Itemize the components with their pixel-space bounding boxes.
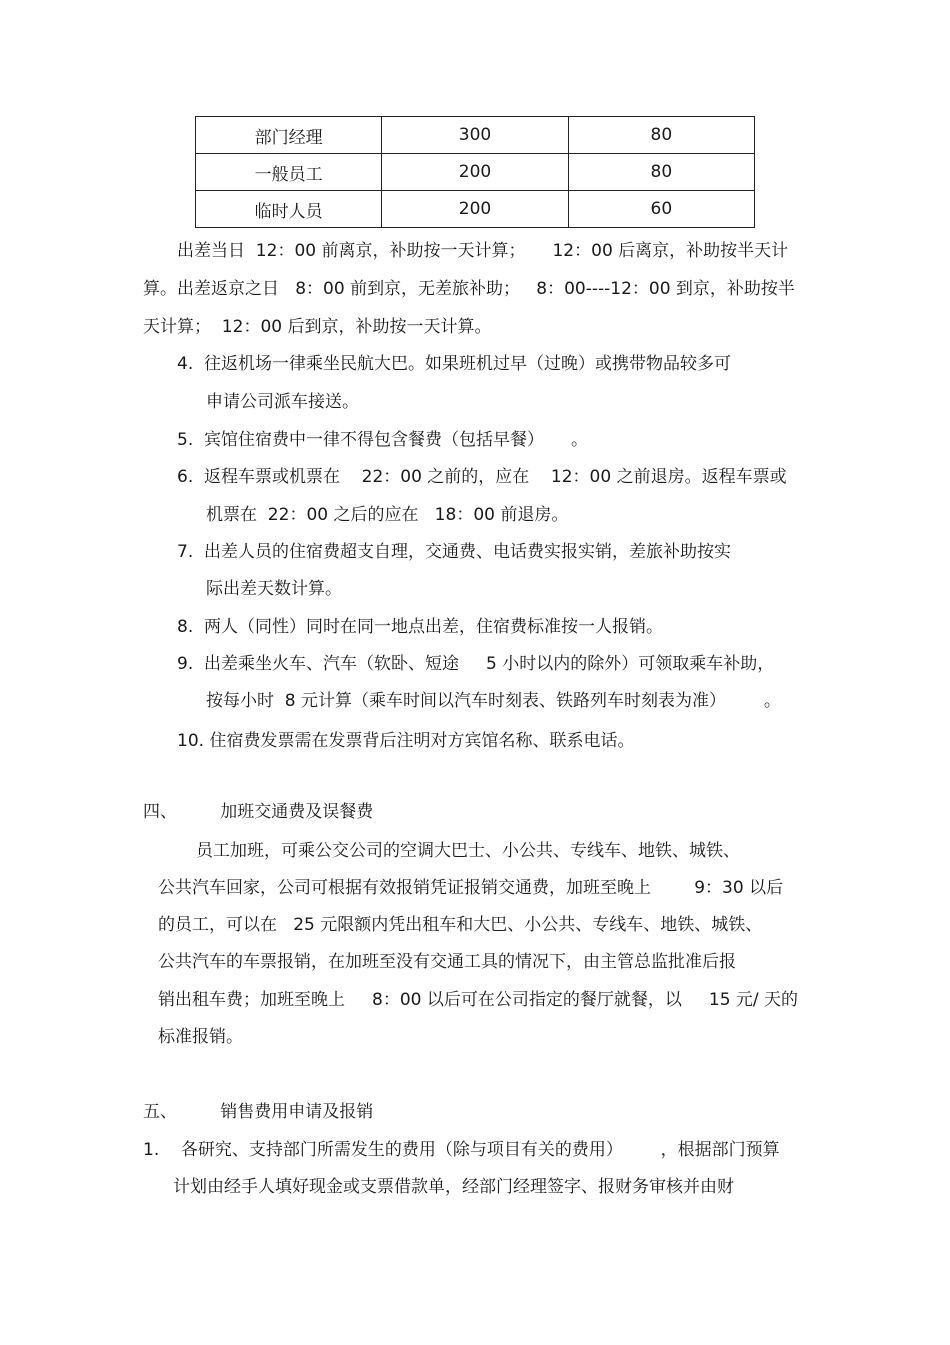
table-cell: 200 [382, 154, 568, 191]
table-row [196, 191, 755, 228]
text-line: 出差当日 12：00 前离京，补助按一天计算； 12：00 后离京，补助按半天计 [177, 241, 789, 261]
text-line: 6. 返程车票或机票在 22：00 之前的，应在 12：00 之前退房。返程车票或 [177, 467, 787, 487]
text-line: 10. 住宿费发票需在发票背后注明对方宾馆名称、联系电话。 [177, 731, 635, 751]
text-line: 9. 出差乘坐火车、汽车（软卧、短途 5 小时以内的除外）可领取乘车补助， [177, 654, 775, 674]
text-line: 4. 往返机场一律乘坐民航大巴。如果班机过早（过晚）或携带物品较多可 [177, 354, 732, 374]
text-line: 8. 两人（同性）同时在同一地点出差，住宿费标准按一人报销。 [177, 617, 664, 637]
text-line: 按每小时 8 元计算（乘车时间以汽车时刻表、铁路列车时刻表为准） 。 [206, 691, 781, 711]
text-line: 际出差天数计算。 [206, 579, 342, 599]
text-line: 申请公司派车接送。 [206, 392, 359, 412]
text-line: 天计算； 12：00 后到京，补助按一天计算。 [143, 317, 492, 337]
text-line: 五、 销售费用申请及报销 [143, 1102, 374, 1122]
table-cell: 200 [382, 191, 568, 228]
text-line: 5. 宾馆住宿费中一律不得包含餐费（包括早餐） 。 [177, 430, 589, 450]
allowance-table [195, 116, 755, 228]
table-row [196, 117, 755, 154]
text-line: 的员工，可以在 25 元限额内凭出租车和大巴、小公共、专线车、地铁、城铁、 [158, 915, 763, 935]
text-line: 公共汽车的车票报销，在加班至没有交通工具的情况下，由主管总监批准后报 [158, 952, 736, 972]
table-cell: 部门经理 [196, 117, 382, 154]
text-line: 7. 出差人员的住宿费超支自理，交通费、电话费实报实销，差旅补助按实 [177, 542, 732, 562]
table-cell: 临时人员 [196, 191, 382, 228]
text-line: 计划由经手人填好现金或支票借款单，经部门经理签字、报财务审核并由财 [173, 1177, 734, 1197]
text-line: 公共汽车回家，公司可根据有效报销凭证报销交通费，加班至晚上 9：30 以后 [158, 878, 784, 898]
text-line: 算。出差返京之日 8：00 前到京，无差旅补助； 8：00----12：00 到京，补助按半 [143, 279, 795, 299]
text-line: 标准报销。 [158, 1027, 243, 1047]
text-line: 机票在 22：00 之后的应在 18：00 前退房。 [206, 505, 569, 525]
table-cell: 一般员工 [196, 154, 382, 191]
table-cell: 300 [382, 117, 568, 154]
text-line: 四、 加班交通费及误餐费 [143, 802, 374, 822]
table-cell: 80 [568, 154, 754, 191]
text-line: 销出租车费；加班至晚上 8：00 以后可在公司指定的餐厅就餐，以 15 元/ 天的 [158, 990, 799, 1010]
table-cell: 60 [568, 191, 754, 228]
table-row [196, 154, 755, 191]
text-line: 1. 各研究、支持部门所需发生的费用（除与项目有关的费用） ，根据部门预算 [143, 1140, 780, 1160]
text-line: 员工加班，可乘公交公司的空调大巴士、小公共、专线车、地铁、城铁、 [196, 841, 740, 861]
table-cell: 80 [568, 117, 754, 154]
